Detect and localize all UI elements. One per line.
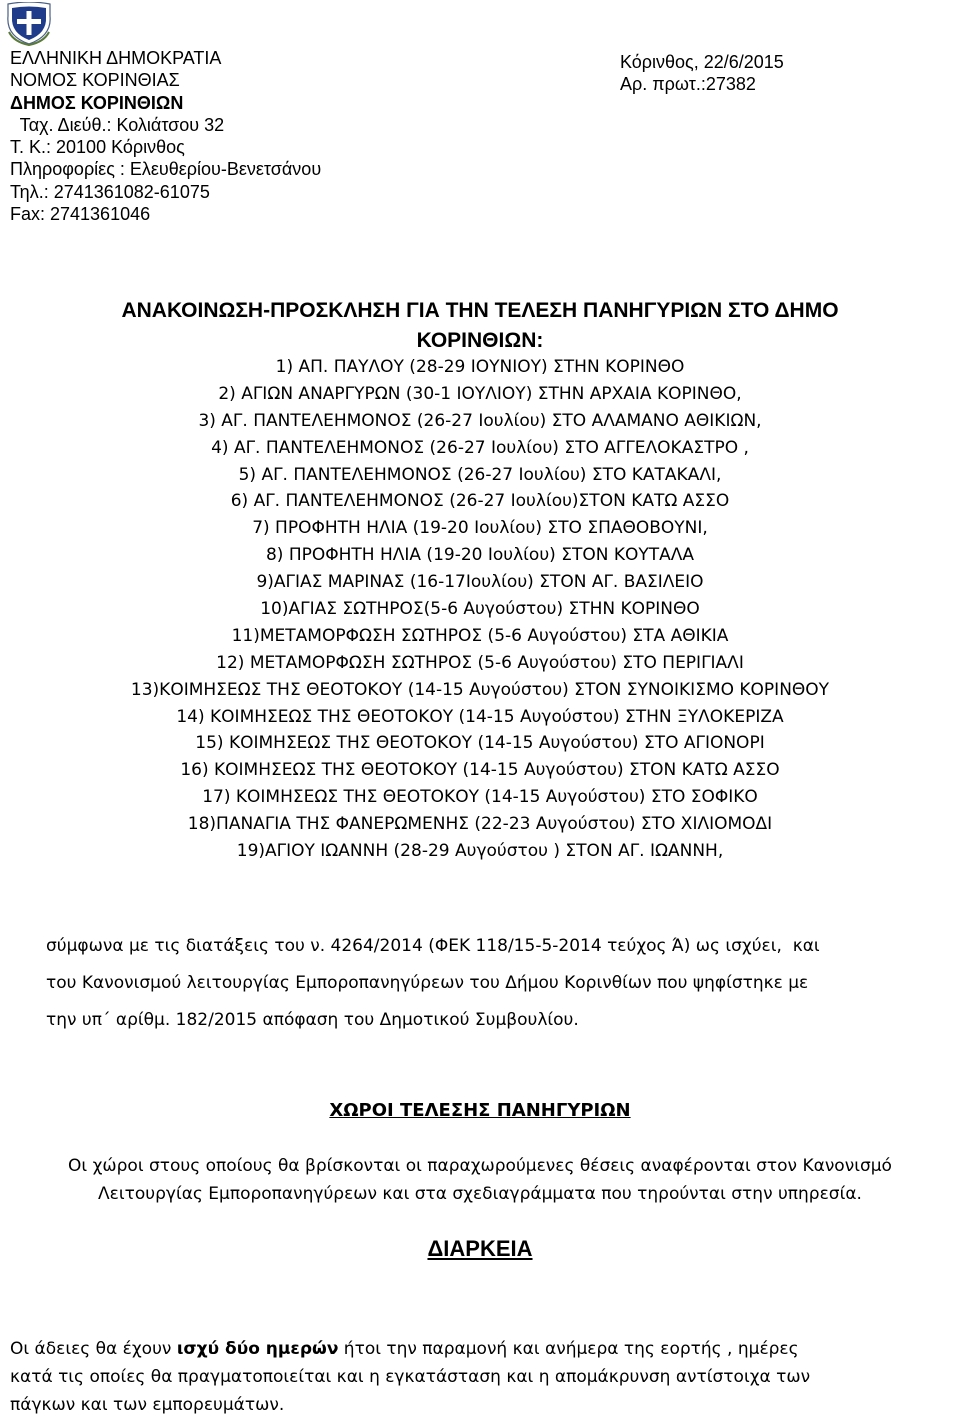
duration-text [10,1335,950,1419]
list-item: 11)ΜΕΤΑΜΟΡΦΩΣΗ ΣΩΤΗΡΟΣ (5-6 Αυγούστου) ΣΤΑ ΑΘΙΚΙΑ [231,625,729,646]
duration-text-end: ήτοι την παραμονή και ανήμερα της εορτής , ημέρες [338,1339,799,1359]
list-item: 3) ΑΓ. ΠΑΝΤΕΛΕΗΜΟΝΟΣ (26-27 Ιουλίου) ΣΤΟ ΑΛΑΜΑΝΟ ΑΘΙΚΙΩΝ, [198,410,762,431]
list-item: 7) ΠΡΟΦΗΤΗ ΗΛΙΑ (19-20 Ιουλίου) ΣΤΟ ΣΠΑΘΟΒΟΥΝΙ, [252,518,708,539]
paragraph-line: την υπ΄ αρίθμ. 182/2015 απόφαση του Δημοτικού Συμβουλίου. [46,1010,579,1030]
duration-text-start: Οι άδειες θα έχουν [10,1339,177,1359]
duration-heading: ΔΙΑΡΚΕΙΑ [427,1236,533,1261]
title-line: ΑΝΑΚΟΙΝΩΣΗ-ΠΡΟΣΚΛΗΣΗ ΓΙΑ ΤΗΝ ΤΕΛΕΣΗ ΠΑΝΗΓΥΡΙΩΝ ΣΤΟ ΔΗΜΟ [121,299,839,322]
paragraph-line [10,1335,950,1363]
list-item: 8) ΠΡΟΦΗΤΗ ΗΛΙΑ (19-20 Ιουλίου) ΣΤΟΝ ΚΟΥΤΑΛΑ [265,545,695,566]
sender-block [10,48,321,226]
list-item: 14) ΚΟΙΜΗΣΕΩΣ ΤΗΣ ΘΕΟΤΟΚΟΥ (14-15 Αυγούστου) ΣΤΗΝ ΞΥΛΟΚΕΡΙΖΑ [176,706,784,727]
list-item: 16) ΚΟΙΜΗΣΕΩΣ ΤΗΣ ΘΕΟΤΟΚΟΥ (14-15 Αυγούστου) ΣΤΟΝ ΚΑΤΩ ΑΣΣΟ [180,760,780,781]
list-item: 15) ΚΟΙΜΗΣΕΩΣ ΤΗΣ ΘΕΟΤΟΚΟΥ (14-15 Αυγούστου) ΣΤΟ ΑΓΙΟΝΟΡΙ [195,733,765,754]
list-item: 9)ΑΓΙΑΣ ΜΑΡΙΝΑΣ (16-17Ιουλίου) ΣΤΟΝ ΑΓ. ΒΑΣΙΛΕΙΟ [256,572,704,593]
greek-coat-of-arms-icon [6,2,52,46]
festival-list [0,354,960,865]
header-line-fax: Fax: 2741361046 [10,204,151,225]
header-line-info: Πληροφορίες : Ελευθερίου-Βενετσάνου [10,159,322,180]
header-line-phone: Τηλ.: 2741361082-61075 [10,181,210,202]
paragraph-line: του Κανονισμού λειτουργίας Εμποροπανηγύρεων του Δήμου Κορινθίων που ψηφίστηκε με [46,973,809,993]
announcement-title [0,296,960,356]
list-item: 5) ΑΓ. ΠΑΝΤΕΛΕΗΜΟΝΟΣ (26-27 Ιουλίου) ΣΤΟ ΚΑΤΑΚΑΛΙ, [238,464,722,485]
list-item: 10)ΑΓΙΑΣ ΣΩΤΗΡΟΣ(5-6 Αυγούστου) ΣΤΗΝ ΚΟΡΙΝΘΟ [260,599,700,620]
paragraph-line: πάγκων και των εμπορευμάτων. [10,1395,285,1415]
list-item: 17) ΚΟΙΜΗΣΕΩΣ ΤΗΣ ΘΕΟΤΟΚΟΥ (14-15 Αυγούστου) ΣΤΟ ΣΟΦΙΚΟ [202,787,758,808]
header-line-address: Ταχ. Διεύθ.: Κολιάτσου 32 [10,114,225,135]
paragraph-line: Οι χώροι στους οποίους θα βρίσκονται οι παραχωρούμενες θέσεις αναφέρονται στον Κανονισμό [68,1156,892,1176]
list-item: 12) ΜΕΤΑΜΟΡΦΩΣΗ ΣΩΤΗΡΟΣ (5-6 Αυγούστου) ΣΤΟ ΠΕΡΙΓΙΑΛΙ [216,652,744,673]
list-item: 18)ΠΑΝΑΓΙΑ ΤΗΣ ΦΑΝΕΡΩΜΕΝΗΣ (22-23 Αυγούστου) ΣΤΟ ΧΙΛΙΟΜΟΔΙ [187,814,773,835]
list-item: 19)ΑΓΙΟΥ ΙΩΑΝΝΗ (28-29 Αυγούστου ) ΣΤΟΝ ΑΓ. ΙΩΑΝΝΗ, [236,841,724,862]
header-line-municipality: ΔΗΜΟΣ ΚΟΡΙΝΘΙΩΝ [10,92,184,113]
header-line-country: ΕΛΛΗΝΙΚΗ ΔΗΜΟΚΡΑΤΙΑ [10,48,222,68]
paragraph-line: Λειτουργίας Εμποροπανηγύρεων και στα σχεδιαγράμματα που τηρούνται στην υπηρεσία. [98,1184,862,1204]
list-item: 4) ΑΓ. ΠΑΝΤΕΛΕΗΜΟΝΟΣ (26-27 Ιουλίου) ΣΤΟ ΑΓΓΕΛΟΚΑΣΤΡΟ , [211,437,749,458]
locations-heading: ΧΩΡΟΙ ΤΕΛΕΣΗΣ ΠΑΝΗΓΥΡΙΩΝ [329,1100,631,1121]
date-protocol-block [620,52,784,96]
protocol-number: Αρ. πρωτ.:27382 [620,74,756,94]
list-item: 6) ΑΓ. ΠΑΝΤΕΛΕΗΜΟΝΟΣ (26-27 Ιουλίου)ΣΤΟΝ ΚΑΤΩ ΑΣΣΟ [230,491,730,512]
title-line: ΚΟΡΙΝΘΙΩΝ: [416,329,544,352]
list-item: 1) ΑΠ. ΠΑΥΛΟΥ (28-29 ΙΟΥΝΙΟΥ) ΣΤΗΝ ΚΟΡΙΝΘΟ [275,357,685,377]
legal-basis-paragraph [46,928,960,1039]
locations-text [0,1152,960,1208]
duration-emphasis: ισχύ δύο ημερών [176,1339,339,1359]
list-item: 2) ΑΓΙΩΝ ΑΝΑΡΓΥΡΩΝ (30-1 ΙΟΥΛΙΟΥ) ΣΤΗΝ ΑΡΧΑΙΑ ΚΟΡΙΝΘΟ, [218,383,742,404]
document-date: Κόρινθος, 22/6/2015 [620,52,784,72]
header-line-postcode: Τ. Κ.: 20100 Κόρινθος [10,137,185,158]
list-item: 13)ΚΟΙΜΗΣΕΩΣ ΤΗΣ ΘΕΟΤΟΚΟΥ (14-15 Αυγούστου) ΣΤΟΝ ΣΥΝΟΙΚΙΣΜΟ ΚΟΡΙΝΘΟΥ [130,679,830,700]
header-line-prefecture: ΝΟΜΟΣ ΚΟΡΙΝΘΙΑΣ [10,70,180,91]
paragraph-line: κατά τις οποίες θα πραγματοποιείται και η εγκατάσταση και η απομάκρυνση αντίστοιχα των [10,1367,811,1387]
paragraph-line: σύμφωνα με τις διατάξεις του ν. 4264/2014 (ΦΕΚ 118/15-5-2014 τεύχος Ά) ως ισχύει, και [46,936,820,956]
